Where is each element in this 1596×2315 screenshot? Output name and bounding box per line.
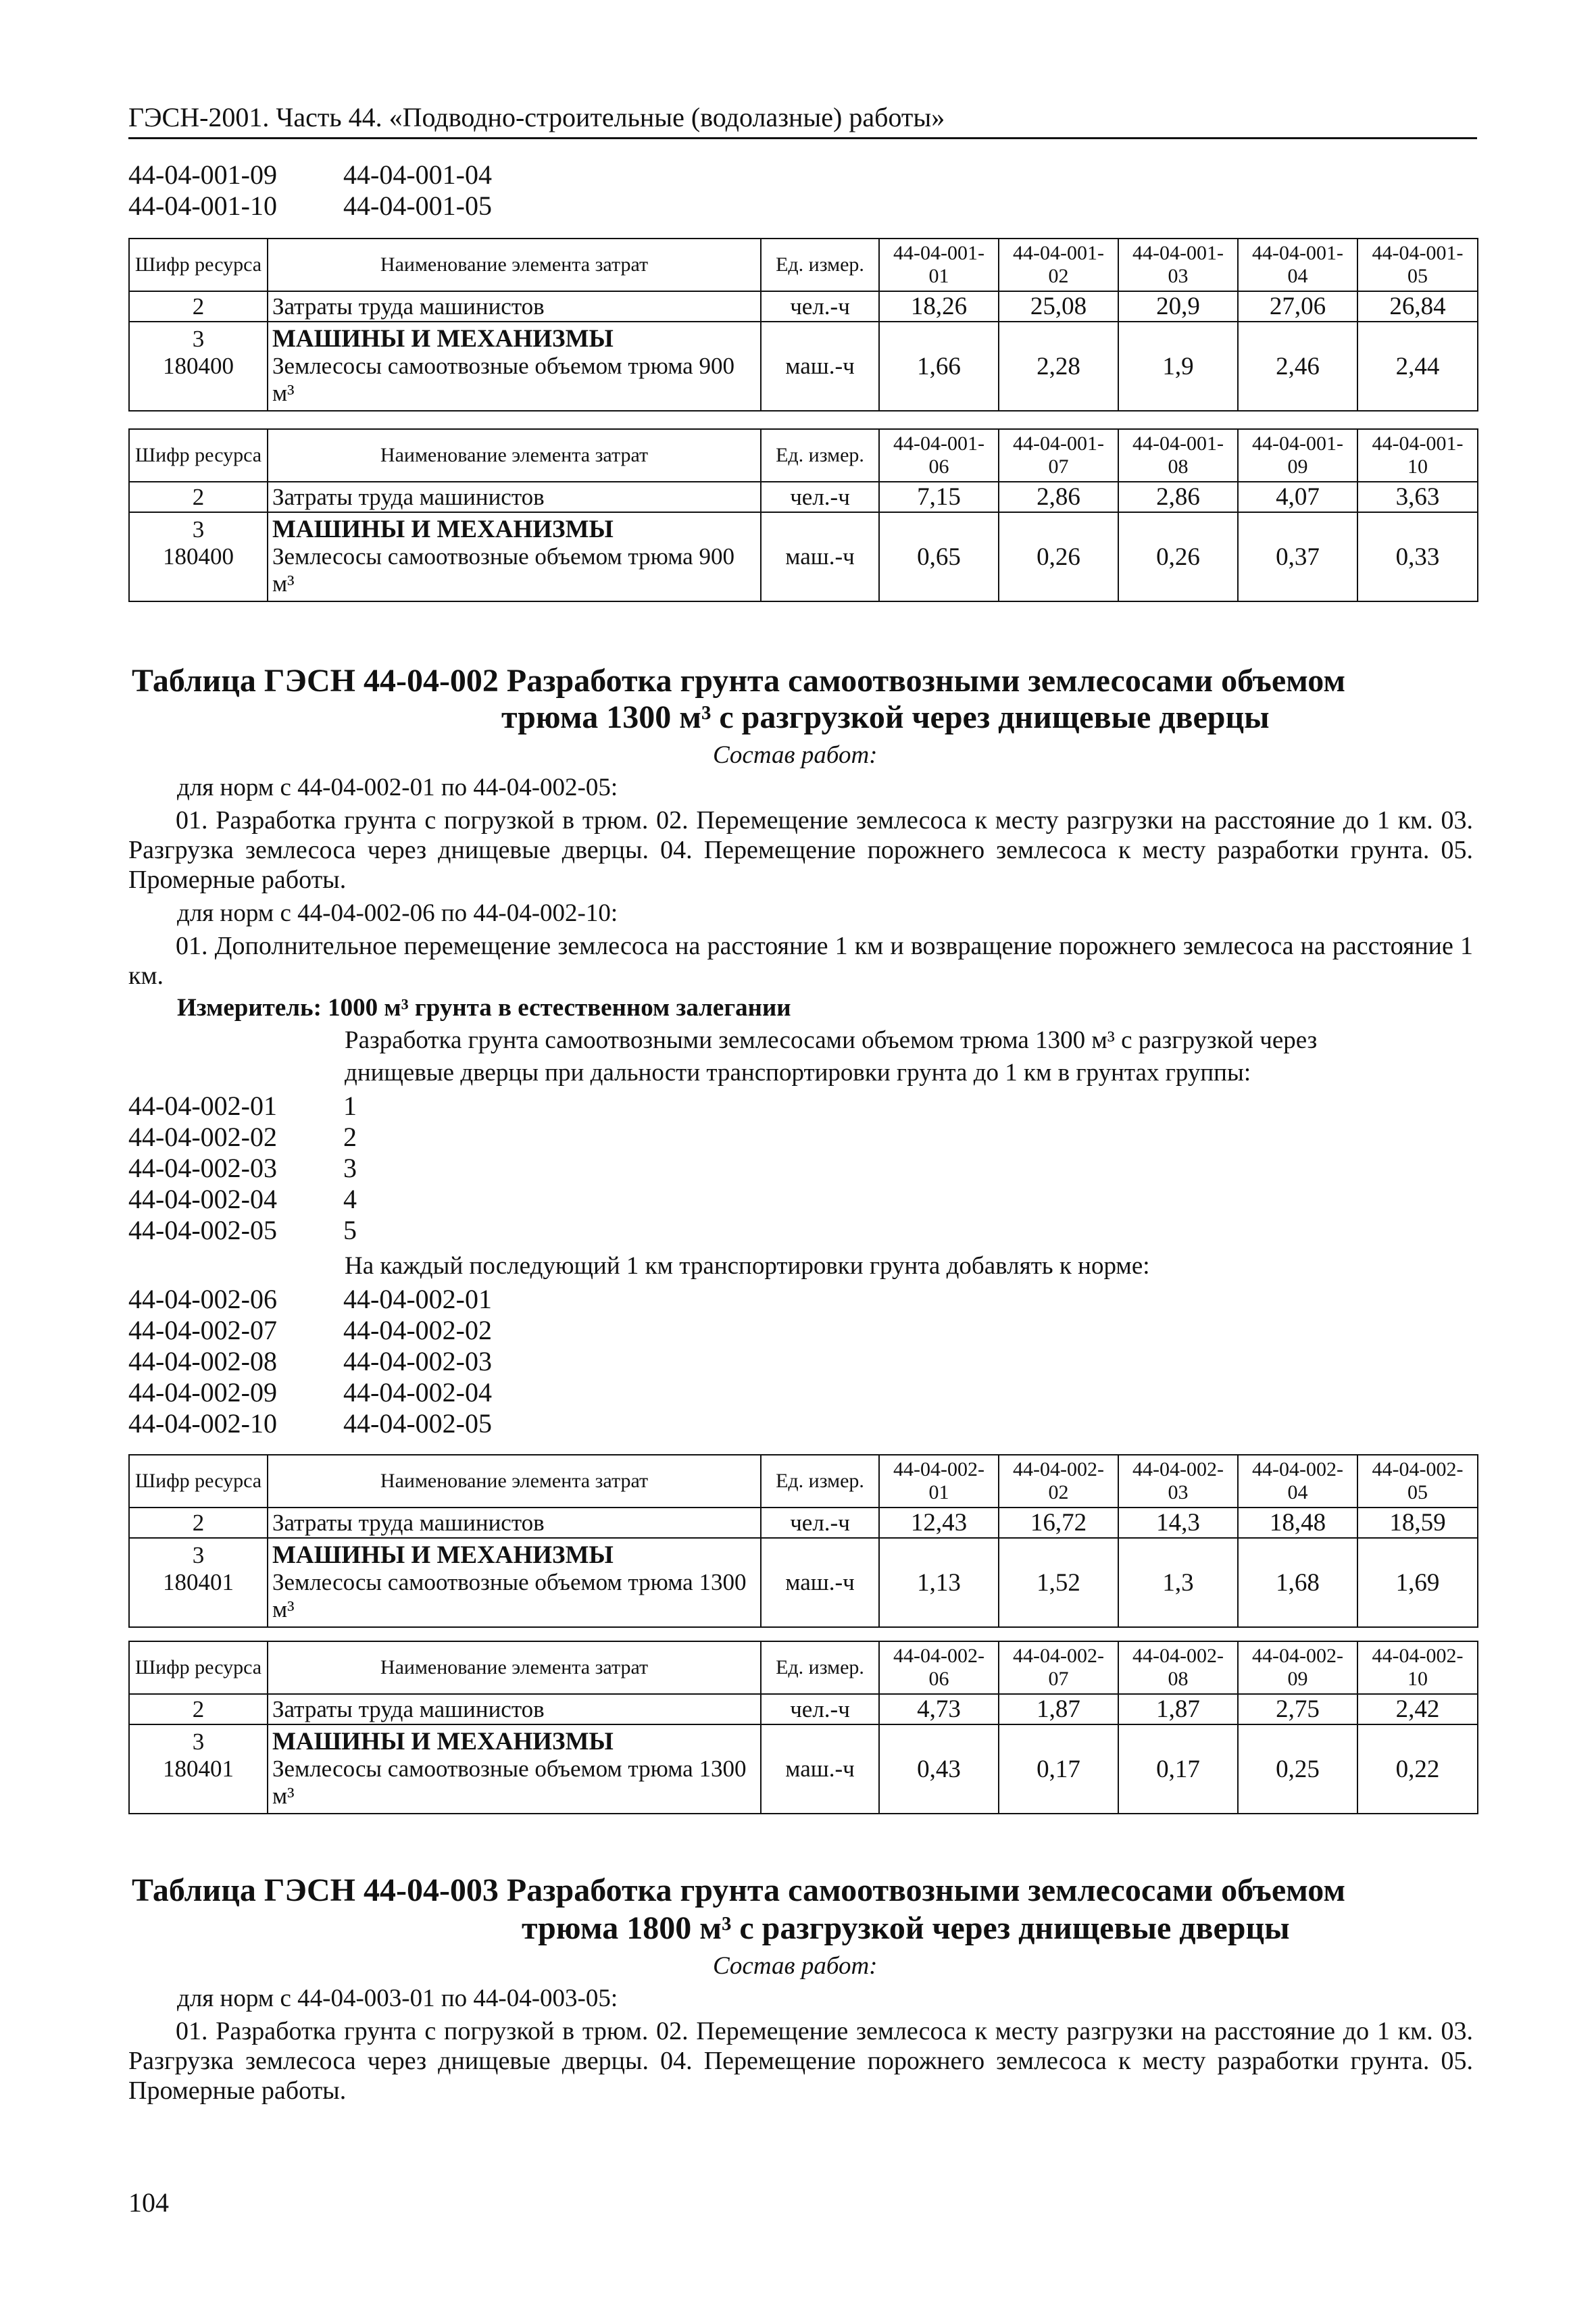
header-norm-code: 44-04-002-03 [1118, 1455, 1238, 1508]
header-norm-code: 44-04-002-05 [1357, 1455, 1478, 1508]
header-norm-code: 44-04-001-07 [999, 429, 1118, 482]
group-number: 5 [343, 1215, 357, 1245]
base-norm: 44-04-002-01 [343, 1284, 492, 1314]
work-text: 01. Дополнительное перемещение землесоса на расстояние 1 км и возвращение порожнего землесоса на расстояние 1 км. [128, 932, 1473, 990]
header-code: Шифр ресурса [129, 1455, 268, 1508]
resource-value: 20,9 [1118, 291, 1238, 322]
ref-row [128, 159, 492, 191]
description-line1: Разработка грунта самоотвозными землесосами объемом трюма 1300 м³ с разгрузкой через [345, 1026, 1318, 1054]
resource-value: 0,22 [1357, 1724, 1478, 1814]
header-norm-code: 44-04-002-09 [1238, 1641, 1357, 1694]
resource-name-cell [268, 322, 761, 411]
resource-value: 1,68 [1238, 1538, 1357, 1627]
header-norm-code: 44-04-002-02 [999, 1455, 1118, 1508]
composition-heading: Состав работ: [713, 741, 878, 769]
work-composition-003 [128, 2016, 1473, 2106]
add-row [128, 1408, 492, 1439]
norm-table-1 [128, 238, 1478, 412]
resource-value: 1,13 [879, 1538, 999, 1627]
section-title: МАШИНЫ И МЕХАНИЗМЫ [272, 325, 614, 353]
description-line2: днищевые дверцы при дальности транспортировки грунта до 1 км в грунтах группы: [345, 1059, 1251, 1087]
resource-value: 16,72 [999, 1508, 1118, 1538]
header-norm-code: 44-04-002-07 [999, 1641, 1118, 1694]
resource-code: 180401 [163, 1756, 234, 1782]
table-title-002-line1: Таблица ГЭСН 44-04-002 Разработка грунта самоотвозными землесосами объемом [132, 663, 1346, 699]
add-row [128, 1346, 492, 1377]
header-norm-code: 44-04-001-03 [1118, 239, 1238, 291]
work-composition-1 [128, 805, 1473, 895]
base-norm: 44-04-002-03 [343, 1346, 492, 1376]
resource-value: 1,3 [1118, 1538, 1238, 1627]
group-row [128, 1184, 357, 1215]
resource-name: Землесосы самоотвозные объемом трюма 1300 м³ [272, 1569, 747, 1622]
resource-value: 3,63 [1357, 482, 1478, 512]
table-title-003-line2: трюма 1800 м³ с разгрузкой через днищевые дверцы [522, 1910, 1290, 1946]
table-header-row [129, 1641, 1478, 1694]
resource-code-cell [129, 1538, 268, 1627]
table-row [129, 1694, 1478, 1724]
resource-name-cell [268, 1538, 761, 1627]
running-header: ГЭСН-2001. Часть 44. «Подводно-строительные (водолазные) работы» [128, 101, 1477, 139]
header-norm-code: 44-04-001-02 [999, 239, 1118, 291]
resource-value: 0,37 [1238, 512, 1357, 601]
norm-code: 44-04-002-01 [128, 1091, 277, 1121]
header-norm-code: 44-04-001-10 [1357, 429, 1478, 482]
resource-value: 0,17 [999, 1724, 1118, 1814]
resource-unit: чел.-ч [761, 1694, 879, 1724]
ref-row [128, 191, 492, 222]
header-norm-code: 44-04-002-04 [1238, 1455, 1357, 1508]
header-norm-code: 44-04-001-04 [1238, 239, 1357, 291]
top-refs [128, 159, 492, 222]
norm-code: 44-04-002-10 [128, 1408, 277, 1439]
base-norm: 44-04-002-02 [343, 1315, 492, 1345]
resource-name: Землесосы самоотвозные объемом трюма 900 м³ [272, 543, 734, 597]
norm-code: 44-04-002-04 [128, 1184, 277, 1214]
resource-unit: маш.-ч [761, 1724, 879, 1814]
norm-code: 44-04-002-09 [128, 1377, 277, 1408]
measure-unit: Измеритель: 1000 м³ грунта в естественном залегании [177, 994, 791, 1022]
resource-value: 25,08 [999, 291, 1118, 322]
resource-value: 18,59 [1357, 1508, 1478, 1538]
norm-table-3 [128, 1454, 1478, 1628]
table-header-row [129, 429, 1478, 482]
resource-value: 0,26 [1118, 512, 1238, 601]
ref-target: 44-04-001-05 [343, 191, 492, 221]
table-row [129, 512, 1478, 601]
resource-value: 0,65 [879, 512, 999, 601]
resource-unit: маш.-ч [761, 1538, 879, 1627]
resource-unit: чел.-ч [761, 291, 879, 322]
resource-value: 14,3 [1118, 1508, 1238, 1538]
resource-value: 27,06 [1238, 291, 1357, 322]
ref-code: 44-04-001-10 [128, 191, 277, 221]
resource-value: 2,86 [999, 482, 1118, 512]
table-title-002-line2: трюма 1300 м³ с разгрузкой через днищевые дверцы [501, 699, 1270, 735]
section-code: 3 [192, 516, 205, 543]
table-header-row [129, 239, 1478, 291]
norms-range-2: для норм с 44-04-002-06 по 44-04-002-10: [177, 899, 618, 927]
resource-code: 2 [129, 291, 268, 322]
resource-value: 4,73 [879, 1694, 999, 1724]
header-norm-code: 44-04-002-06 [879, 1641, 999, 1694]
header-name: Наименование элемента затрат [268, 429, 761, 482]
section-title: МАШИНЫ И МЕХАНИЗМЫ [272, 516, 614, 543]
resource-value: 1,87 [1118, 1694, 1238, 1724]
section-code: 3 [192, 326, 205, 352]
resource-unit: чел.-ч [761, 1508, 879, 1538]
ref-target: 44-04-001-04 [343, 159, 492, 190]
header-name: Наименование элемента затрат [268, 1641, 761, 1694]
header-norm-code: 44-04-001-08 [1118, 429, 1238, 482]
resource-value: 0,43 [879, 1724, 999, 1814]
resource-name: Затраты труда машинистов [268, 291, 761, 322]
resource-code-cell [129, 512, 268, 601]
resource-code: 180400 [163, 353, 234, 379]
add-row [128, 1377, 492, 1408]
header-unit: Ед. измер. [761, 239, 879, 291]
group-row [128, 1153, 357, 1184]
header-unit: Ед. измер. [761, 1455, 879, 1508]
resource-value: 2,42 [1357, 1694, 1478, 1724]
table-row [129, 1538, 1478, 1627]
resource-value: 18,26 [879, 291, 999, 322]
resource-value: 2,44 [1357, 322, 1478, 411]
header-norm-code: 44-04-002-01 [879, 1455, 999, 1508]
add-row [128, 1284, 492, 1315]
norm-code: 44-04-002-06 [128, 1284, 277, 1314]
resource-unit: маш.-ч [761, 512, 879, 601]
header-unit: Ед. измер. [761, 429, 879, 482]
base-norm: 44-04-002-05 [343, 1408, 492, 1439]
additional-km-text: На каждый последующий 1 км транспортировки грунта добавлять к норме: [345, 1252, 1150, 1280]
ref-code: 44-04-001-09 [128, 159, 277, 190]
table-row [129, 482, 1478, 512]
group-row [128, 1091, 357, 1122]
resource-name: Затраты труда машинистов [268, 1508, 761, 1538]
resource-value: 0,26 [999, 512, 1118, 601]
header-norm-code: 44-04-001-09 [1238, 429, 1357, 482]
resource-code-cell [129, 322, 268, 411]
work-text: 01. Разработка грунта с погрузкой в трюм. 02. Перемещение землесоса к месту разгрузки на расстояние до 1 км. 03. Разгрузка землесоса через днищевые дверцы. 04. Перемещение порожнего землесоса к месту разработки грунта. 05. Промерные работы. [128, 806, 1473, 894]
resource-name: Затраты труда машинистов [268, 1694, 761, 1724]
additional-norms [128, 1284, 492, 1439]
group-number: 3 [343, 1153, 357, 1183]
header-norm-code: 44-04-001-05 [1357, 239, 1478, 291]
resource-value: 0,17 [1118, 1724, 1238, 1814]
resource-value: 18,48 [1238, 1508, 1357, 1538]
header-code: Шифр ресурса [129, 1641, 268, 1694]
header-norm-code: 44-04-002-10 [1357, 1641, 1478, 1694]
norms-range-1: для норм с 44-04-002-01 по 44-04-002-05: [177, 774, 618, 801]
header-code: Шифр ресурса [129, 239, 268, 291]
soil-groups [128, 1091, 357, 1246]
resource-code-cell [129, 1724, 268, 1814]
resource-name: Затраты труда машинистов [268, 482, 761, 512]
header-norm-code: 44-04-001-06 [879, 429, 999, 482]
section-title: МАШИНЫ И МЕХАНИЗМЫ [272, 1541, 614, 1569]
table-row [129, 291, 1478, 322]
group-number: 2 [343, 1122, 357, 1152]
header-name: Наименование элемента затрат [268, 1455, 761, 1508]
norm-code: 44-04-002-02 [128, 1122, 277, 1152]
resource-name: Землесосы самоотвозные объемом трюма 1300 м³ [272, 1756, 747, 1809]
resource-value: 4,07 [1238, 482, 1357, 512]
header-code: Шифр ресурса [129, 429, 268, 482]
table-header-row [129, 1455, 1478, 1508]
section-code: 3 [192, 1542, 205, 1568]
resource-name-cell [268, 512, 761, 601]
resource-name: Землесосы самоотвозные объемом трюма 900 м³ [272, 353, 734, 406]
norm-code: 44-04-002-03 [128, 1153, 277, 1183]
group-number: 4 [343, 1184, 357, 1214]
table-row [129, 1724, 1478, 1814]
norm-code: 44-04-002-05 [128, 1215, 277, 1245]
norm-code: 44-04-002-07 [128, 1315, 277, 1345]
resource-value: 1,69 [1357, 1538, 1478, 1627]
header-unit: Ед. измер. [761, 1641, 879, 1694]
work-text: 01. Разработка грунта с погрузкой в трюм. 02. Перемещение землесоса к месту разгрузки на расстояние до 1 км. 03. Разгрузка землесоса через днищевые дверцы. 04. Перемещение порожнего землесоса к месту разработки грунта. 05. Промерные работы. [128, 2017, 1473, 2105]
resource-code: 180401 [163, 1569, 234, 1595]
section-title: МАШИНЫ И МЕХАНИЗМЫ [272, 1728, 614, 1756]
resource-code: 180400 [163, 543, 234, 570]
resource-code: 2 [129, 482, 268, 512]
norm-table-4 [128, 1641, 1478, 1814]
norm-table-2 [128, 428, 1478, 602]
add-row [128, 1315, 492, 1346]
base-norm: 44-04-002-04 [343, 1377, 492, 1408]
resource-value: 26,84 [1357, 291, 1478, 322]
work-composition-2 [128, 931, 1473, 991]
resource-value: 1,66 [879, 322, 999, 411]
resource-value: 1,9 [1118, 322, 1238, 411]
composition-heading-003: Состав работ: [713, 1952, 878, 1980]
page-number: 104 [128, 2187, 169, 2218]
group-row [128, 1215, 357, 1246]
resource-value: 2,46 [1238, 322, 1357, 411]
table-row [129, 1508, 1478, 1538]
table-row [129, 322, 1478, 411]
norms-range-003: для норм с 44-04-003-01 по 44-04-003-05: [177, 1985, 618, 2012]
resource-value: 12,43 [879, 1508, 999, 1538]
resource-value: 2,86 [1118, 482, 1238, 512]
header-name: Наименование элемента затрат [268, 239, 761, 291]
resource-value: 0,33 [1357, 512, 1478, 601]
group-row [128, 1122, 357, 1153]
header-norm-code: 44-04-001-01 [879, 239, 999, 291]
resource-unit: чел.-ч [761, 482, 879, 512]
resource-value: 1,87 [999, 1694, 1118, 1724]
resource-name-cell [268, 1724, 761, 1814]
resource-value: 2,28 [999, 322, 1118, 411]
norm-code: 44-04-002-08 [128, 1346, 277, 1376]
resource-value: 1,52 [999, 1538, 1118, 1627]
section-code: 3 [192, 1728, 205, 1755]
table-title-003-line1: Таблица ГЭСН 44-04-003 Разработка грунта самоотвозными землесосами объемом [132, 1872, 1346, 1908]
resource-code: 2 [129, 1508, 268, 1538]
group-number: 1 [343, 1091, 357, 1121]
resource-value: 2,75 [1238, 1694, 1357, 1724]
resource-value: 0,25 [1238, 1724, 1357, 1814]
resource-value: 7,15 [879, 482, 999, 512]
resource-unit: маш.-ч [761, 322, 879, 411]
resource-code: 2 [129, 1694, 268, 1724]
header-norm-code: 44-04-002-08 [1118, 1641, 1238, 1694]
